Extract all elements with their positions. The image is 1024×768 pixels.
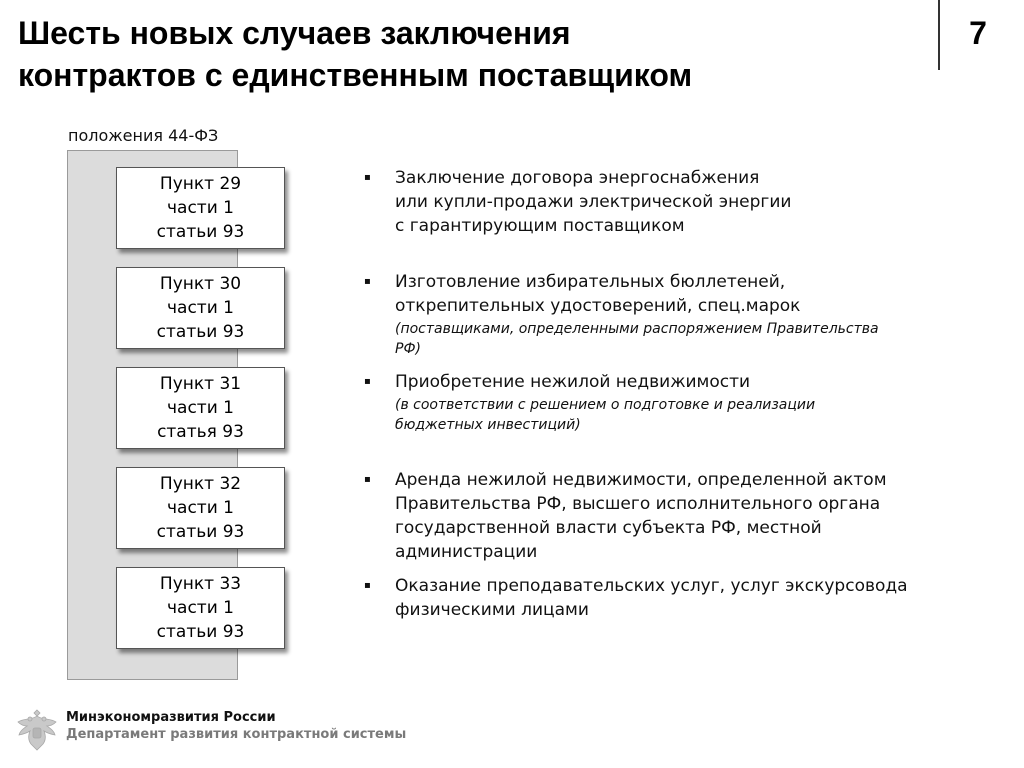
point-line: Пункт 29 <box>159 174 242 194</box>
point-box-32 <box>116 467 285 549</box>
point-line: статьи 93 <box>156 322 245 342</box>
point-line: части 1 <box>167 498 234 518</box>
point-line: части 1 <box>167 298 234 318</box>
item-line: с гарантирующим поставщиком <box>395 216 685 236</box>
slide-title-line: Шесть новых случаев заключения <box>18 15 571 51</box>
list-item <box>364 370 1004 435</box>
bullet-icon: ▪ <box>364 172 371 183</box>
item-line: Заключение договора энергоснабжения <box>395 168 760 188</box>
slide-title-line: контрактов с единственным поставщиком <box>18 57 693 93</box>
page-number-divider <box>938 0 940 70</box>
item-note-line: (поставщиками, определенными распоряжением Правительства <box>395 321 879 337</box>
point-box-29 <box>116 167 285 249</box>
footer-department: Департамент развития контрактной системы <box>66 727 407 742</box>
point-line: части 1 <box>167 398 234 418</box>
item-line: государственной власти субъекта РФ, местной <box>395 518 822 538</box>
item-line: Приобретение нежилой недвижимости <box>395 372 751 392</box>
item-line: администрации <box>395 542 538 562</box>
point-line: Пункт 32 <box>159 474 242 494</box>
item-note <box>395 319 1004 359</box>
item-line: Оказание преподавательских услуг, услуг экскурсовода <box>395 576 908 596</box>
point-line: части 1 <box>167 598 234 618</box>
item-line: или купли-продажи электрической энергии <box>395 192 792 212</box>
list-item <box>364 574 1004 622</box>
point-box-31 <box>116 367 285 449</box>
point-line: Пункт 30 <box>159 274 242 294</box>
group-label: положения 44-ФЗ <box>68 126 219 145</box>
list-item <box>364 468 1004 564</box>
page-number: 7 <box>969 15 987 51</box>
list-item <box>364 270 1004 359</box>
point-line: части 1 <box>167 198 234 218</box>
point-line: Пункт 33 <box>159 574 242 594</box>
bullet-icon: ▪ <box>364 580 371 591</box>
item-line: Изготовление избирательных бюллетеней, <box>395 272 786 292</box>
item-line: открепительных удостоверений, спец.марок <box>395 296 801 316</box>
point-line: статья 93 <box>157 422 244 442</box>
item-note <box>395 395 1004 435</box>
coat-of-arms-icon <box>14 706 60 754</box>
bullet-icon: ▪ <box>364 474 371 485</box>
item-line: Правительства РФ, высшего исполнительного органа <box>395 494 881 514</box>
bullet-icon: ▪ <box>364 376 371 387</box>
point-line: Пункт 31 <box>159 374 242 394</box>
point-box-33 <box>116 567 285 649</box>
point-line: статьи 93 <box>156 522 245 542</box>
slide-title <box>18 12 918 96</box>
item-line: физическими лицами <box>395 600 589 620</box>
item-note-line: (в соответствии с решением о подготовке и реализации <box>395 397 816 413</box>
bullet-icon: ▪ <box>364 276 371 287</box>
item-note-line: РФ) <box>395 341 421 357</box>
point-line: статьи 93 <box>156 622 245 642</box>
item-note-line: бюджетных инвестиций) <box>395 417 581 433</box>
point-box-30 <box>116 267 285 349</box>
item-line: Аренда нежилой недвижимости, определенной актом <box>395 470 887 490</box>
list-item <box>364 166 1004 238</box>
footer-org-name: Минэкономразвития России <box>66 710 276 725</box>
point-line: статьи 93 <box>156 222 245 242</box>
